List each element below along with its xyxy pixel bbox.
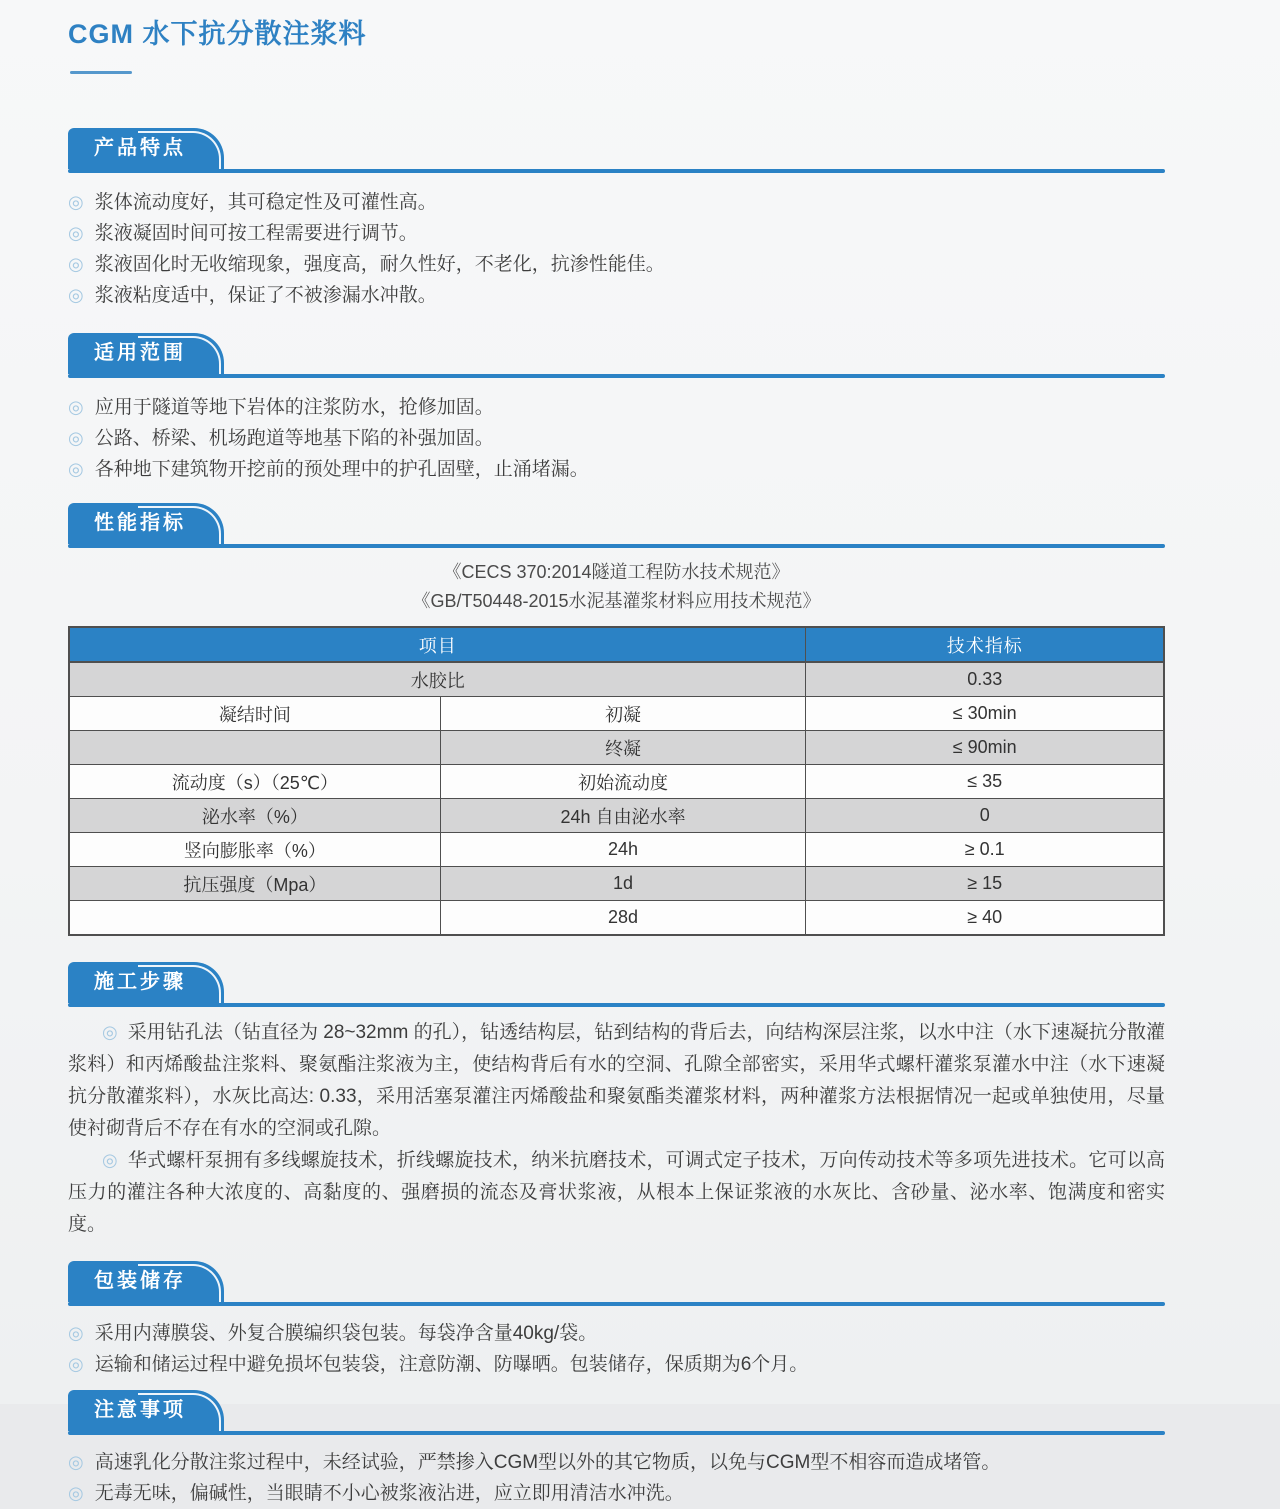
features-list [68,187,1165,311]
table-cell: 初始流动度 [440,765,806,799]
section-heading: 性能指标 [94,512,186,534]
list-item-text: 浆液固化时无收缩现象，强度高，耐久性好，不老化，抗渗性能佳。 [94,254,665,275]
section-construction [68,962,1165,1241]
section-tab-scope [68,333,224,374]
bullet-icon: ◎ [68,1483,84,1503]
list-item [68,280,1165,311]
section-scope [68,333,1165,485]
section-underline [68,1003,1165,1007]
table-cell: 凝结时间 [69,697,440,731]
section-features [68,128,1165,311]
table-cell: 24h [440,833,806,867]
section-tab-performance [68,503,224,544]
table-row [69,731,1164,765]
bullet-icon: ◎ [68,397,84,417]
table-cell: 28d [440,901,806,936]
bullet-icon: ◎ [68,1354,84,1374]
section-heading: 施工步骤 [94,971,186,993]
list-item-text: 应用于隧道等地下岩体的注浆防水，抢修加固。 [94,397,494,418]
section-underline [68,169,1165,173]
table-cell: 流动度（s）（25℃） [69,765,440,799]
section-tab-precautions [68,1390,224,1431]
table-cell: ≥ 0.1 [806,833,1164,867]
table-cell: ≥ 15 [806,867,1164,901]
list-item [68,249,1165,280]
list-item-text: 高速乳化分散注浆过程中，未经试验，严禁掺入CGM型以外的其它物质，以免与CGM型不相容而造成堵管。 [94,1452,1001,1473]
bullet-icon: ◎ [102,1150,118,1170]
standards-references [68,558,1165,616]
bullet-icon: ◎ [68,1452,84,1472]
table-row [69,697,1164,731]
bullet-icon: ◎ [68,459,84,479]
title-underline [70,71,132,74]
paragraph-text: 采用钻孔法（钻直径为 28~32mm 的孔），钻透结构层，钻到结构的背后去，向结构深层注浆，以水中注（水下速凝抗分散灌浆料）和丙烯酸盐注浆料、聚氨酯注浆液为主，使结构背后有水的空洞、孔隙全部密实，采用华式螺杆灌浆泵灌水中注（水下速凝抗分散灌浆料），水灰比高达: 0.33，采用活塞泵灌注丙烯酸盐和聚氨酯类灌浆材料，两种灌浆方法根据情况一起或单独使用，尽量使衬砌背后不存在有水的空洞或孔隙。 [68,1022,1165,1139]
bullet-icon: ◎ [68,1323,84,1343]
paragraph-text: 华式螺杆泵拥有多线螺旋技术，折线螺旋技术，纳米抗磨技术，可调式定子技术，万向传动技术等多项先进技术。它可以高压力的灌注各种大浓度的、高黏度的、强磨损的流态及膏状浆液，从根本上保证浆液的水灰比、含砂量、泌水率、饱满度和密实度。 [68,1150,1165,1235]
table-row [69,662,1164,697]
list-item [68,1478,1165,1509]
list-item-text: 浆体流动度好，其可稳定性及可灌性高。 [94,192,437,213]
standard-reference: 《GB/T50448-2015水泥基灌浆材料应用技术规范》 [412,591,821,611]
construction-paragraphs [68,1017,1165,1241]
list-item-text: 运输和储运过程中避免损坏包装袋，注意防潮、防曝晒。包装储存，保质期为6个月。 [94,1354,809,1375]
packaging-list [68,1318,1165,1380]
table-header-row [69,627,1164,662]
page-title: CGM 水下抗分散注浆料 [68,19,367,49]
list-item-text: 采用内薄膜袋、外复合膜编织袋包装。每袋净含量40kg/袋。 [94,1323,598,1344]
section-underline [68,1431,1165,1435]
section-head-construction [68,962,1165,1007]
list-item [68,1349,1165,1380]
table-cell: ≤ 90min [806,731,1164,765]
table-header-cell: 技术指标 [806,627,1164,662]
bullet-icon: ◎ [68,285,84,305]
table-row [69,901,1164,936]
section-head-precautions [68,1390,1165,1435]
table-header-cell: 项目 [69,627,806,662]
table-cell: 终凝 [440,731,806,765]
list-item [68,423,1165,454]
section-underline [68,544,1165,548]
table-cell: 1d [440,867,806,901]
section-underline [68,374,1165,378]
table-cell [69,731,440,765]
table-row [69,765,1164,799]
section-head-scope [68,333,1165,378]
table-cell: 24h 自由泌水率 [440,799,806,833]
section-precautions [68,1390,1165,1509]
list-item-text: 公路、桥梁、机场跑道等地基下陷的补强加固。 [94,428,494,449]
table-cell: ≥ 40 [806,901,1164,936]
precautions-list [68,1447,1165,1509]
section-tab-construction [68,962,224,1003]
list-item [68,218,1165,249]
section-packaging [68,1261,1165,1380]
list-item-text: 无毒无味，偏碱性，当眼睛不小心被浆液沾进，应立即用清洁水冲洗。 [94,1483,684,1504]
section-head-features [68,128,1165,173]
bullet-icon: ◎ [68,192,84,212]
bullet-icon: ◎ [68,254,84,274]
bullet-icon: ◎ [102,1022,118,1042]
table-cell [69,901,440,936]
table-cell: 0 [806,799,1164,833]
section-heading: 产品特点 [94,137,186,159]
performance-table [68,626,1165,936]
table-cell: 泌水率（%） [69,799,440,833]
bullet-icon: ◎ [68,223,84,243]
list-item-text: 浆液粘度适中，保证了不被渗漏水冲散。 [94,285,437,306]
section-underline [68,1302,1165,1306]
table-row [69,833,1164,867]
table-cell: 抗压强度（Mpa） [69,867,440,901]
table-cell: 水胶比 [69,662,806,697]
list-item [68,1447,1165,1478]
construction-paragraph [68,1145,1165,1241]
list-item [68,1318,1165,1349]
table-row [69,867,1164,901]
list-item [68,392,1165,423]
section-performance [68,503,1165,936]
section-heading: 注意事项 [94,1399,186,1421]
list-item [68,187,1165,218]
section-tab-features [68,128,224,169]
section-head-packaging [68,1261,1165,1306]
table-row [69,799,1164,833]
table-cell: ≤ 35 [806,765,1164,799]
list-item-text: 各种地下建筑物开挖前的预处理中的护孔固壁，止涌堵漏。 [94,459,589,480]
table-cell: 竖向膨胀率（%） [69,833,440,867]
list-item-text: 浆液凝固时间可按工程需要进行调节。 [94,223,418,244]
table-cell: ≤ 30min [806,697,1164,731]
list-item [68,454,1165,485]
section-tab-packaging [68,1261,224,1302]
standard-reference: 《CECS 370:2014隧道工程防水技术规范》 [443,562,790,582]
section-heading: 包装储存 [94,1270,186,1292]
section-heading: 适用范围 [94,342,186,364]
construction-paragraph [68,1017,1165,1145]
scope-list [68,392,1165,485]
table-cell: 0.33 [806,662,1164,697]
bullet-icon: ◎ [68,428,84,448]
section-head-performance [68,503,1165,548]
table-cell: 初凝 [440,697,806,731]
